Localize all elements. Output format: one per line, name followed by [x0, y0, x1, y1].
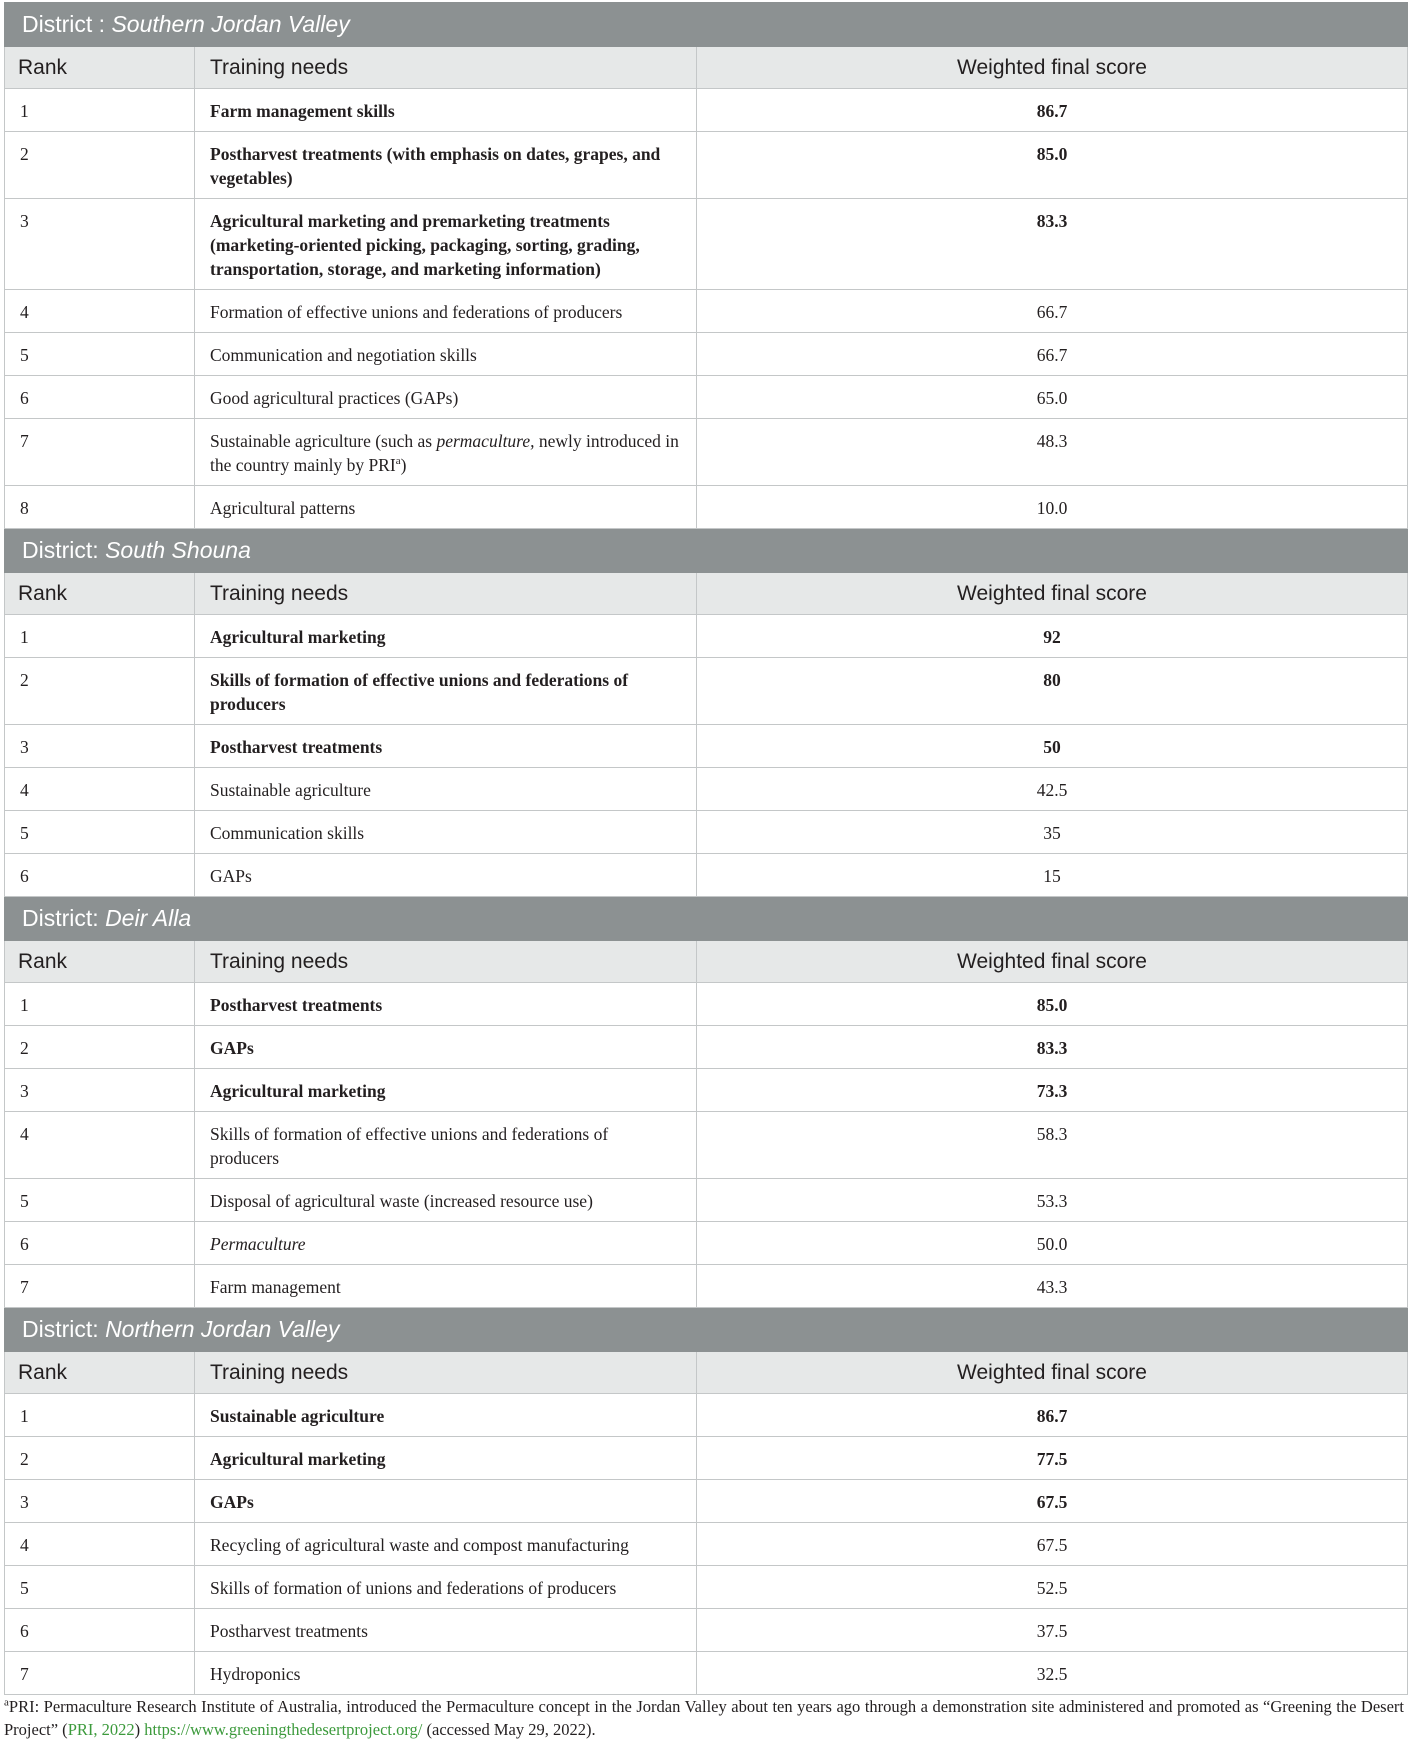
table-row: [5, 854, 1408, 897]
need-text-post: ): [400, 455, 407, 475]
table-row: [5, 1437, 1408, 1480]
district-title: [5, 1308, 1408, 1352]
footnote-ref: a: [395, 455, 401, 468]
footnote-marker: a: [4, 1696, 9, 1709]
footnote-text-3: (accessed May 29, 2022).: [422, 1720, 596, 1739]
score-cell: 65.0: [697, 376, 1408, 419]
score-cell: 15: [697, 854, 1408, 897]
table-row: [5, 89, 1408, 132]
table-row: [5, 983, 1408, 1026]
training-need-cell: Postharvest treatments: [195, 725, 697, 768]
training-need-cell: Formation of effective unions and federations of producers: [195, 290, 697, 333]
table-row: [5, 1566, 1408, 1609]
rank-cell: 6: [5, 1609, 195, 1652]
rank-cell: 3: [5, 199, 195, 290]
training-need-cell: GAPs: [195, 854, 697, 897]
district-name: Southern Jordan Valley: [111, 11, 350, 37]
score-cell: 43.3: [697, 1265, 1408, 1308]
training-need-cell: Skills of formation of effective unions and federations of producers: [195, 1112, 697, 1179]
training-need-cell: Communication skills: [195, 811, 697, 854]
training-need-cell: [195, 419, 697, 486]
rank-cell: 5: [5, 333, 195, 376]
score-column-header: Weighted final score: [697, 47, 1408, 89]
score-cell: 32.5: [697, 1652, 1408, 1695]
training-need-cell: GAPs: [195, 1480, 697, 1523]
table-row: [5, 658, 1408, 725]
table-row: [5, 1069, 1408, 1112]
district-name: South Shouna: [105, 537, 251, 563]
district-header: [5, 1308, 1408, 1352]
rank-cell: 1: [5, 89, 195, 132]
training-need-cell: Farm management skills: [195, 89, 697, 132]
rank-cell: 7: [5, 419, 195, 486]
table-row: [5, 1394, 1408, 1437]
table-row: [5, 1026, 1408, 1069]
column-header-row: [5, 1352, 1408, 1394]
need-text-mid: newly introduced in the country mainly by PRI: [210, 431, 679, 475]
district-title: [5, 897, 1408, 941]
district-label: District:: [22, 537, 106, 563]
training-need-cell: Skills of formation of effective unions and federations of producers: [195, 658, 697, 725]
table-row: [5, 1609, 1408, 1652]
score-cell: 92: [697, 615, 1408, 658]
rank-cell: 1: [5, 615, 195, 658]
rank-column-header: Rank: [5, 941, 195, 983]
rank-cell: 4: [5, 290, 195, 333]
rank-cell: 2: [5, 1437, 195, 1480]
rank-column-header: Rank: [5, 47, 195, 89]
rank-cell: 5: [5, 1566, 195, 1609]
table-row: [5, 486, 1408, 529]
training-need-cell: Agricultural patterns: [195, 486, 697, 529]
rank-cell: 3: [5, 725, 195, 768]
rank-cell: 6: [5, 854, 195, 897]
table-row: [5, 419, 1408, 486]
table-row: [5, 290, 1408, 333]
training-need-cell: Communication and negotiation skills: [195, 333, 697, 376]
rank-cell: 2: [5, 658, 195, 725]
column-header-row: [5, 941, 1408, 983]
training-need-cell: Postharvest treatments (with emphasis on dates, grapes, and vegetables): [195, 132, 697, 199]
table-row: [5, 1222, 1408, 1265]
table-page: [4, 2, 1407, 1695]
table-row: [5, 1112, 1408, 1179]
table-row: [5, 1179, 1408, 1222]
district-header: [5, 897, 1408, 941]
score-cell: 37.5: [697, 1609, 1408, 1652]
training-need-cell: Good agricultural practices (GAPs): [195, 376, 697, 419]
training-need-cell: Postharvest treatments: [195, 983, 697, 1026]
rank-cell: 2: [5, 1026, 195, 1069]
rank-cell: 3: [5, 1480, 195, 1523]
footnote-citation-link[interactable]: PRI, 2022: [67, 1720, 135, 1739]
table-row: [5, 768, 1408, 811]
training-need-cell: Sustainable agriculture: [195, 1394, 697, 1437]
table-row: [5, 725, 1408, 768]
rank-cell: 6: [5, 376, 195, 419]
table-footnote: [4, 1695, 1404, 1741]
rank-cell: 4: [5, 1523, 195, 1566]
rank-cell: 4: [5, 768, 195, 811]
column-header-row: [5, 47, 1408, 89]
training-needs-column-header: Training needs: [195, 941, 697, 983]
district-name: Northern Jordan Valley: [105, 1316, 340, 1342]
training-needs-column-header: Training needs: [195, 573, 697, 615]
table-row: [5, 1265, 1408, 1308]
rank-cell: 1: [5, 983, 195, 1026]
table-row: [5, 376, 1408, 419]
rank-cell: 7: [5, 1265, 195, 1308]
training-need-cell: Recycling of agricultural waste and compost manufacturing: [195, 1523, 697, 1566]
rank-cell: 1: [5, 1394, 195, 1437]
district-title: [5, 529, 1408, 573]
table-row: [5, 615, 1408, 658]
score-cell: 58.3: [697, 1112, 1408, 1179]
training-need-cell: Agricultural marketing: [195, 1437, 697, 1480]
training-need-cell: Agricultural marketing: [195, 1069, 697, 1112]
rank-cell: 6: [5, 1222, 195, 1265]
training-need-cell: Farm management: [195, 1265, 697, 1308]
score-cell: 35: [697, 811, 1408, 854]
training-need-cell: Permaculture: [195, 1222, 697, 1265]
training-need-cell: Postharvest treatments: [195, 1609, 697, 1652]
district-label: District:: [22, 1316, 106, 1342]
district-header: [5, 3, 1408, 47]
table-row: [5, 132, 1408, 199]
score-cell: 50.0: [697, 1222, 1408, 1265]
training-needs-column-header: Training needs: [195, 47, 697, 89]
score-cell: 83.3: [697, 1026, 1408, 1069]
table-row: [5, 333, 1408, 376]
rank-cell: 5: [5, 1179, 195, 1222]
training-need-cell: Hydroponics: [195, 1652, 697, 1695]
district-label: District:: [22, 905, 106, 931]
table-row: [5, 1652, 1408, 1695]
score-cell: 80: [697, 658, 1408, 725]
score-cell: 48.3: [697, 419, 1408, 486]
score-cell: 50: [697, 725, 1408, 768]
score-cell: 73.3: [697, 1069, 1408, 1112]
training-need-cell: Agricultural marketing: [195, 615, 697, 658]
training-need-cell: Agricultural marketing and premarketing treatments (marketing-oriented picking, packaging, sorting, grading, transportation, storage, and marketing information): [195, 199, 697, 290]
score-cell: 67.5: [697, 1480, 1408, 1523]
table-row: [5, 811, 1408, 854]
score-cell: 77.5: [697, 1437, 1408, 1480]
score-cell: 83.3: [697, 199, 1408, 290]
rank-cell: 5: [5, 811, 195, 854]
training-needs-column-header: Training needs: [195, 1352, 697, 1394]
score-cell: 66.7: [697, 290, 1408, 333]
district-label: District :: [22, 11, 112, 37]
score-cell: 85.0: [697, 132, 1408, 199]
rank-cell: 3: [5, 1069, 195, 1112]
rank-column-header: Rank: [5, 573, 195, 615]
district-name: Deir Alla: [105, 905, 192, 931]
table-row: [5, 199, 1408, 290]
score-cell: 52.5: [697, 1566, 1408, 1609]
score-cell: 67.5: [697, 1523, 1408, 1566]
score-cell: 66.7: [697, 333, 1408, 376]
rank-cell: 4: [5, 1112, 195, 1179]
district-header: [5, 529, 1408, 573]
training-need-cell: Disposal of agricultural waste (increased resource use): [195, 1179, 697, 1222]
footnote-text-1: PRI: Permaculture Research Institute of Australia, introduced the Permaculture concept in the Jordan Valley about ten years ago through a demonstration site administered and promoted as “Greening the Desert Project” (: [4, 1697, 1404, 1739]
score-column-header: Weighted final score: [697, 941, 1408, 983]
need-text-italic: permaculture,: [436, 431, 535, 451]
rank-cell: 2: [5, 132, 195, 199]
score-cell: 85.0: [697, 983, 1408, 1026]
footnote-text-2: ): [134, 1720, 145, 1739]
need-text-pre: Sustainable agriculture (such as: [210, 431, 437, 451]
district-title: [5, 3, 1408, 47]
score-cell: 53.3: [697, 1179, 1408, 1222]
rank-column-header: Rank: [5, 1352, 195, 1394]
score-cell: 86.7: [697, 1394, 1408, 1437]
footnote-url-link[interactable]: https://www.greeningthedesertproject.org/: [144, 1720, 423, 1739]
score-cell: 86.7: [697, 89, 1408, 132]
column-header-row: [5, 573, 1408, 615]
table-row: [5, 1523, 1408, 1566]
score-column-header: Weighted final score: [697, 1352, 1408, 1394]
training-need-cell: Sustainable agriculture: [195, 768, 697, 811]
training-need-cell: GAPs: [195, 1026, 697, 1069]
score-column-header: Weighted final score: [697, 573, 1408, 615]
table-row: [5, 1480, 1408, 1523]
training-need-cell: Skills of formation of unions and federations of producers: [195, 1566, 697, 1609]
training-needs-table: [4, 2, 1408, 1695]
score-cell: 10.0: [697, 486, 1408, 529]
rank-cell: 7: [5, 1652, 195, 1695]
score-cell: 42.5: [697, 768, 1408, 811]
rank-cell: 8: [5, 486, 195, 529]
